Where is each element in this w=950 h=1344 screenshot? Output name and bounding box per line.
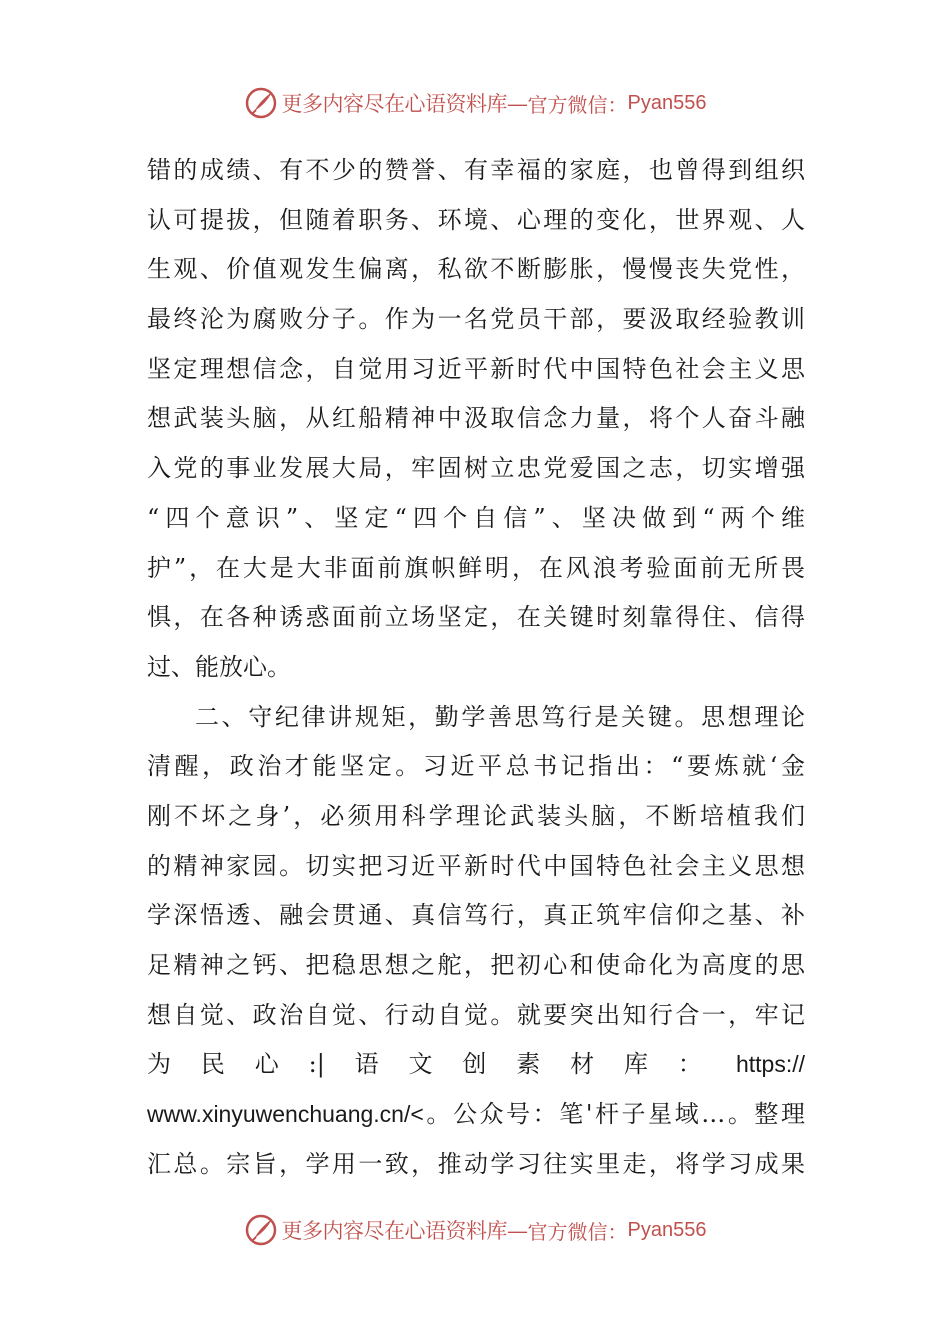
- source-prefix-char: ：: [677, 1050, 702, 1079]
- source-prefix-char: 心: [254, 1050, 279, 1079]
- source-prefix-char: 创: [462, 1050, 487, 1079]
- source-prefix-char: :|: [308, 1050, 325, 1079]
- text-line: 的精神家园。切实把习近平新时代中国特色社会主义思想: [147, 851, 805, 880]
- text-line: 生观、价值观发生偏离，私欲不断膨胀，慢慢丧失党性，: [147, 255, 805, 284]
- source-line: [147, 1040, 805, 1090]
- banner-wechat-id: Pyan556: [627, 91, 707, 114]
- text-line: 认可提拔，但随着职务、环境、心理的变化，世界观、人: [147, 205, 805, 234]
- text-line: 最终沦为腐败分子。作为一名党员干部，要汲取经验教训: [147, 305, 805, 334]
- footer-watermark-banner: [0, 1210, 950, 1250]
- source-line-2: [147, 1090, 805, 1140]
- source-prefix-char: 语: [354, 1050, 379, 1079]
- text-line: “四个意识”、坚定“四个自信”、坚决做到“两个维: [147, 503, 805, 532]
- text-line: 学深悟透、融会贯通、真信笃行，真正筑牢信仰之基、补: [147, 901, 805, 930]
- source-prefix-char: 文: [408, 1050, 433, 1079]
- source-url-part1: https://: [735, 1051, 805, 1078]
- quill-logo-icon: [244, 86, 278, 120]
- text-line: 过、能放心。: [147, 652, 291, 681]
- text-line: 清醒，政治才能坚定。习近平总书记指出：“要炼就‘金: [147, 752, 805, 781]
- banner-wechat-label: 官方微信：: [527, 92, 628, 117]
- source-prefix-char: 库: [624, 1050, 649, 1079]
- header-watermark-banner: [0, 83, 950, 123]
- text-line: 护”，在大是大非面前旗帜鲜明，在风浪考验面前无所畏: [147, 553, 805, 582]
- banner-site-text: 更多内容尽在心语资料库—: [281, 1219, 528, 1243]
- text-line: 惧，在各种诱惑面前立场坚定，在关键时刻靠得住、信得: [147, 603, 805, 632]
- source-prefix-char: 材: [570, 1050, 595, 1079]
- paragraph-start-line: 二、守纪律讲规矩，勤学善思笃行是关键。思想理论: [195, 702, 805, 731]
- text-line: 入党的事业发展大局，牢固树立忠党爱国之志，切实增强: [147, 454, 805, 483]
- text-line: 刚不坏之身’，必须用科学理论武装头脑，不断培植我们: [147, 801, 805, 830]
- source-prefix-char: 民: [200, 1050, 225, 1079]
- text-line: 汇总。宗旨，学用一致，推动学习往实里走，将学习成果: [147, 1149, 805, 1178]
- text-line: 坚定理想信念，自觉用习近平新时代中国特色社会主义思: [147, 354, 805, 383]
- text-line: 想武装头脑，从红船精神中汲取信念力量，将个人奋斗融: [147, 404, 805, 433]
- text-line: 足精神之钙、把稳思想之舵，把初心和使命化为高度的思: [147, 951, 805, 979]
- banner-wechat-label: 官方微信：: [527, 1219, 628, 1244]
- banner-site-text: 更多内容尽在心语资料库—: [281, 92, 528, 116]
- quill-logo-icon: [244, 1213, 278, 1247]
- source-suffix: 。公众号：笔'杆子星域…。整理: [423, 1100, 805, 1129]
- document-body: [147, 146, 805, 1189]
- text-line: 错的成绩、有不少的赞誉、有幸福的家庭，也曾得到组织: [147, 156, 805, 184]
- source-prefix-char: 为: [147, 1050, 171, 1079]
- text-line: 想自觉、政治自觉、行动自觉。就要突出知行合一，牢记: [147, 1000, 805, 1029]
- source-url-part2: www.xinyuwenchuang.cn/<: [147, 1101, 424, 1128]
- source-prefix-char: 素: [516, 1050, 541, 1079]
- source-prefix: [147, 1040, 736, 1090]
- banner-wechat-id: Pyan556: [627, 1218, 707, 1241]
